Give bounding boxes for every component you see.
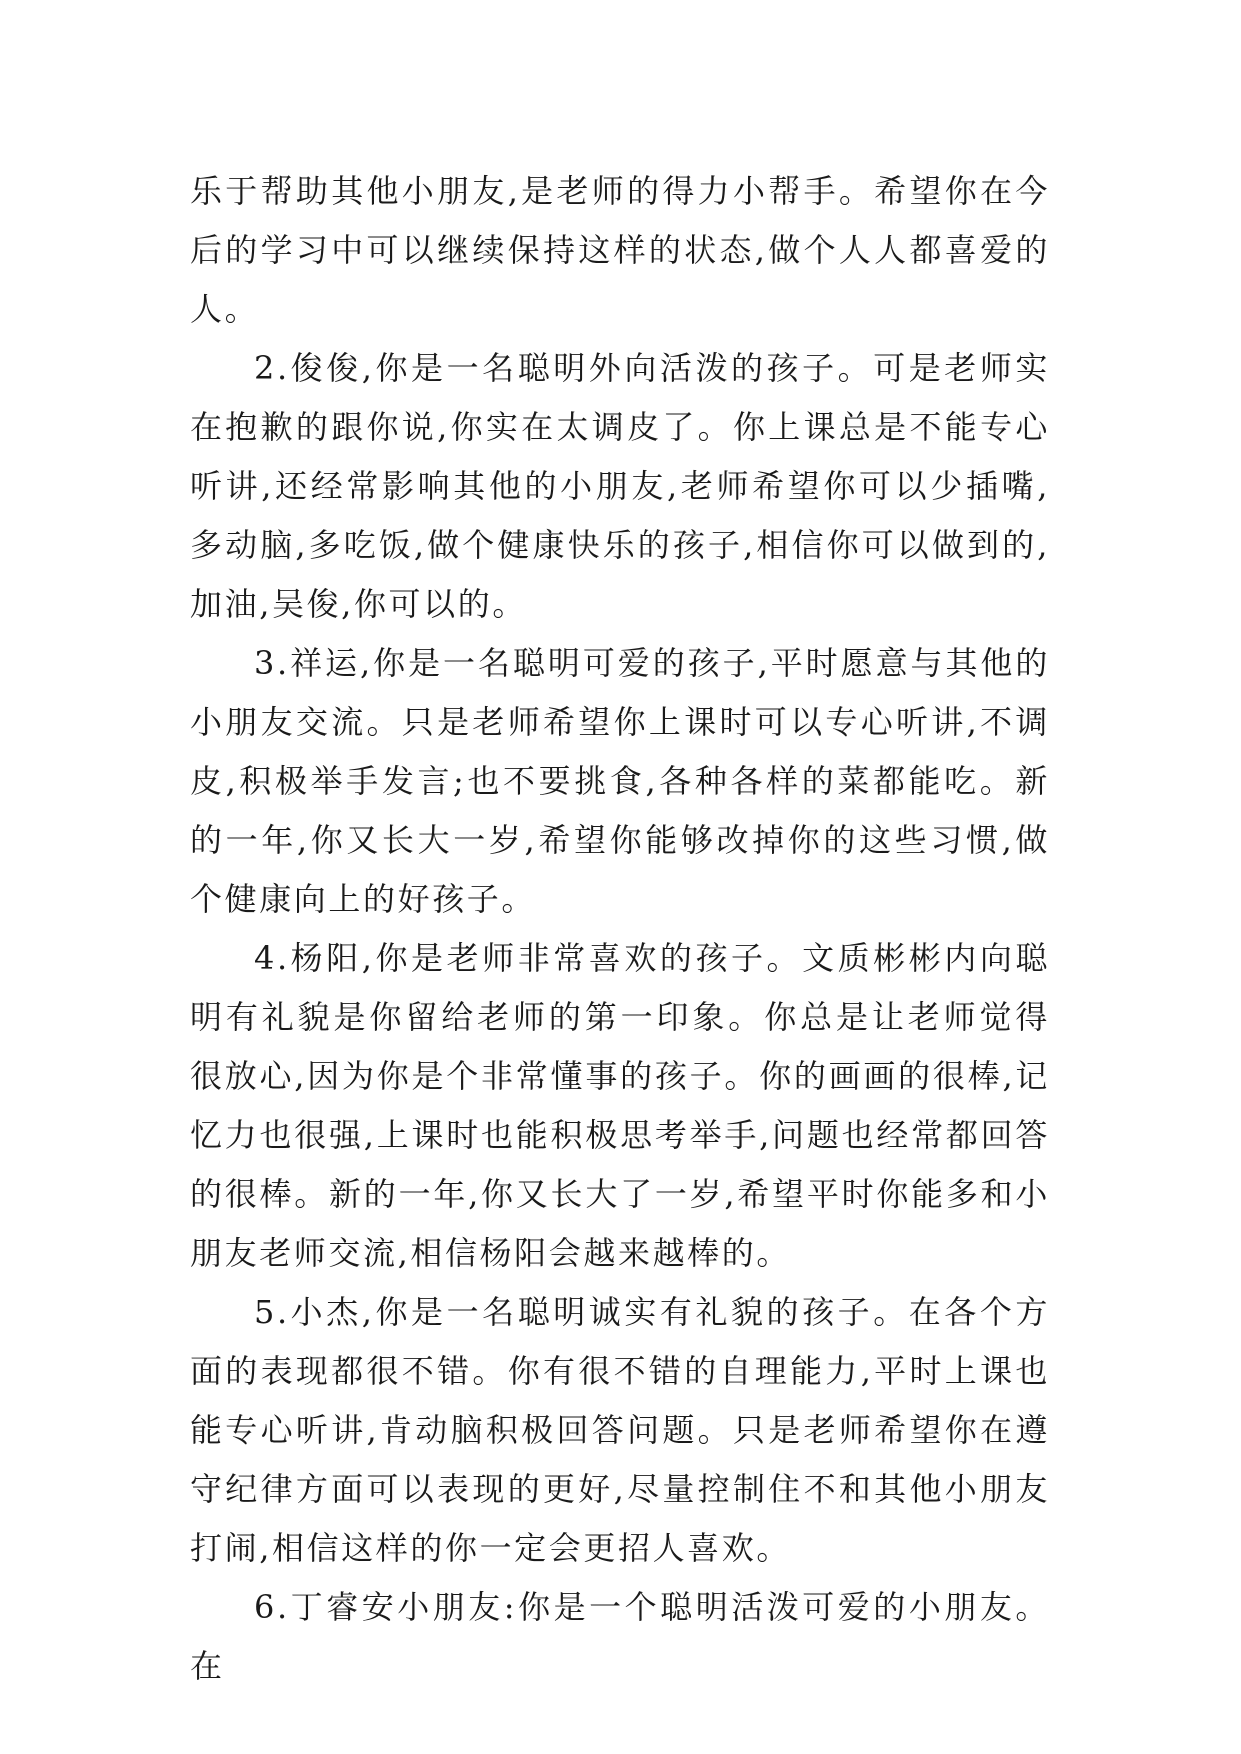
document-body	[190, 162, 1050, 1696]
paragraph-item-4: 4.杨阳,你是老师非常喜欢的孩子。文质彬彬内向聪明有礼貌是你留给老师的第一印象。你总是让老师觉得很放心,因为你是个非常懂事的孩子。你的画画的很棒,记忆力也很强,上课时也能积极思考举手,问题也经常都回答的很棒。新的一年,你又长大了一岁,希望平时你能多和小朋友老师交流,相信杨阳会越来越棒的。	[190, 939, 1050, 1272]
paragraph-item-2: 2.俊俊,你是一名聪明外向活泼的孩子。可是老师实在抱歉的跟你说,你实在太调皮了。你上课总是不能专心听讲,还经常影响其他的小朋友,老师希望你可以少插嘴,多动脑,多吃饭,做个健康快乐的孩子,相信你可以做到的,加油,吴俊,你可以的。	[190, 349, 1050, 623]
paragraph-continued: 乐于帮助其他小朋友,是老师的得力小帮手。希望你在今后的学习中可以继续保持这样的状态,做个人人都喜爱的人。	[190, 172, 1050, 328]
paragraph-item-5: 5.小杰,你是一名聪明诚实有礼貌的孩子。在各个方面的表现都很不错。你有很不错的自理能力,平时上课也能专心听讲,肯动脑积极回答问题。只是老师希望你在遵守纪律方面可以表现的更好,尽量控制住不和其他小朋友打闹,相信这样的你一定会更招人喜欢。	[190, 1293, 1050, 1567]
paragraph-item-3: 3.祥运,你是一名聪明可爱的孩子,平时愿意与其他的小朋友交流。只是老师希望你上课时可以专心听讲,不调皮,积极举手发言;也不要挑食,各种各样的菜都能吃。新的一年,你又长大一岁,希望你能够改掉你的这些习惯,做个健康向上的好孩子。	[190, 644, 1050, 918]
paragraph-item-6: 6.丁睿安小朋友:你是一个聪明活泼可爱的小朋友。在	[190, 1588, 1050, 1685]
